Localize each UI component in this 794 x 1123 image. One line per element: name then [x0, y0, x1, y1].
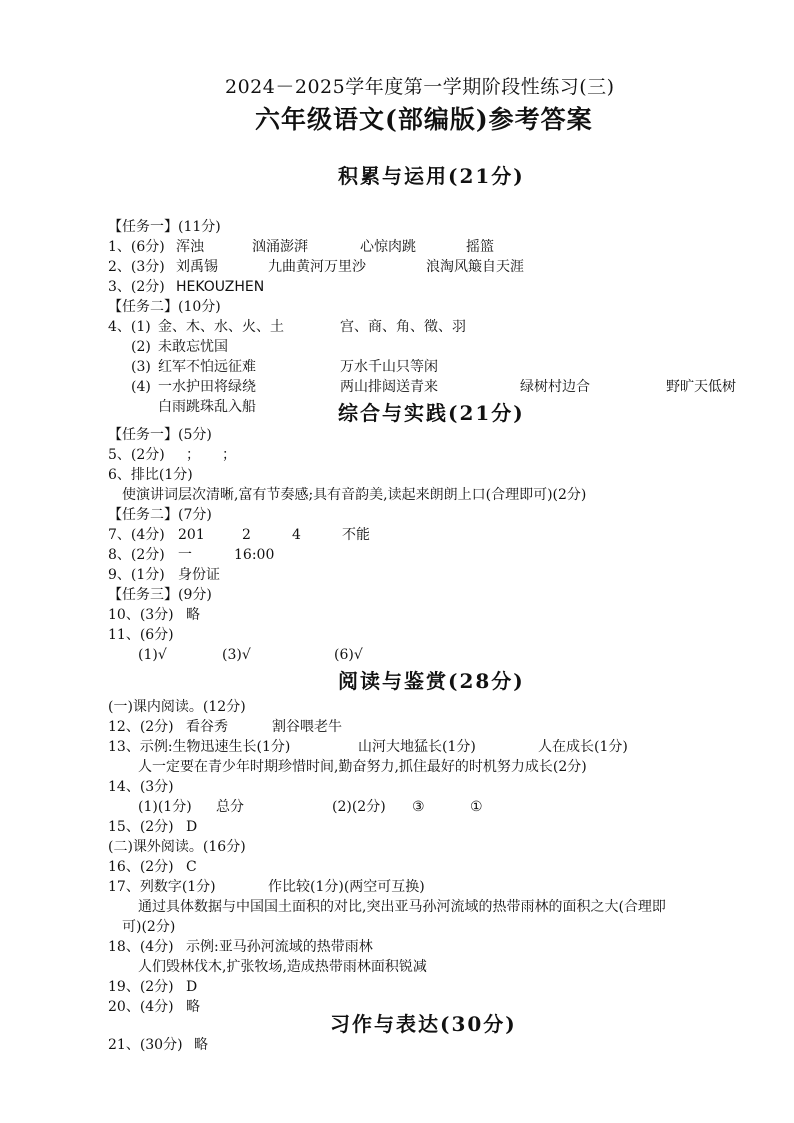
answer-number: 10、(3分) — [108, 607, 174, 623]
section-heading-accumulation: 积累与运用(21分) — [338, 164, 525, 188]
answer-text: 身份证 — [178, 567, 220, 583]
answer-text: 略 — [186, 607, 200, 623]
answer-number: 20、(4分) — [108, 999, 174, 1015]
answer-text: ③ — [412, 799, 425, 815]
answer-text: ； — [186, 447, 200, 463]
answer-text: 略 — [194, 1037, 208, 1053]
subsection-heading: (一)课内阅读。(12分) — [108, 699, 246, 715]
answer-text: 一 — [178, 547, 192, 563]
answer-text: 两山排闼送青来 — [340, 379, 438, 395]
answer-text: HEKOUZHEN — [176, 279, 265, 295]
subsection-heading: (二)课外阅读。(16分) — [108, 839, 246, 855]
answer-number: 4、(1) — [108, 319, 151, 335]
task-heading: 【任务一】(5分) — [108, 427, 212, 443]
answer-number: 18、(4分) — [108, 939, 174, 955]
answer-text: 4 — [292, 527, 301, 543]
answer-text: 示例:亚马孙河流域的热带雨林 — [186, 939, 373, 955]
answer-text: 宫、商、角、徵、羽 — [340, 319, 466, 335]
answer-text: 通过具体数据与中国国土面积的对比,突出亚马孙河流域的热带雨林的面积之大(合理即 — [138, 899, 666, 915]
answer-text: 16:00 — [234, 547, 275, 563]
answer-text: ； — [222, 447, 236, 463]
page-title: 六年级语文(部编版)参考答案 — [255, 105, 593, 134]
answer-number: 12、(2分) — [108, 719, 174, 735]
task-heading: 【任务二】(7分) — [108, 507, 212, 523]
answer-number: (2) — [131, 339, 151, 355]
answer-text: 浑浊 — [176, 239, 204, 255]
answer-text: 看谷秀 — [186, 719, 228, 735]
task-heading: 【任务三】(9分) — [108, 587, 212, 603]
answer-text: (1)(1分) — [138, 799, 192, 815]
answer-number: 7、(4分) — [108, 527, 165, 543]
answer-text: 浪淘风簸自天涯 — [426, 259, 524, 275]
answer-text: 人们毁林伐木,扩张牧场,造成热带雨林面积锐减 — [138, 959, 427, 975]
answer-text: 白雨跳珠乱入船 — [158, 399, 256, 415]
answer-number: (3) — [131, 359, 151, 375]
answer-number: 21、(30分) — [108, 1037, 183, 1053]
answer-text: 作比较(1分)(两空可互换) — [268, 879, 425, 895]
answer-text: 2 — [242, 527, 251, 543]
answer-number: 17、列数字(1分) — [108, 879, 216, 895]
answer-number: 3、(2分) — [108, 279, 165, 295]
answer-text: 红军不怕远征难 — [158, 359, 256, 375]
answer-text: 汹涌澎湃 — [252, 239, 308, 255]
section-heading-reading: 阅读与鉴赏(28分) — [338, 669, 525, 693]
answer-text: 万水千山只等闲 — [340, 359, 438, 375]
answer-text: 使演讲词层次清晰,富有节奏感;具有音韵美,读起来朗朗上口(合理即可)(2分) — [122, 487, 587, 503]
task-heading: 【任务一】(11分) — [108, 219, 221, 235]
answer-text: 山河大地猛长(1分) — [358, 739, 476, 755]
answer-number: 19、(2分) — [108, 979, 174, 995]
answer-text: 摇篮 — [466, 239, 494, 255]
answer-text: 人一定要在青少年时期珍惜时间,勤奋努力,抓住最好的时机努力成长(2分) — [138, 759, 587, 775]
answer-text: D — [186, 979, 198, 995]
answer-number: 11、(6分) — [108, 627, 174, 643]
section-heading-practice: 综合与实践(21分) — [338, 401, 525, 425]
answer-text: 总分 — [216, 799, 244, 815]
answer-text: 九曲黄河万里沙 — [268, 259, 366, 275]
answer-text: C — [186, 859, 197, 875]
answer-number: 6、排比(1分) — [108, 467, 193, 483]
answer-text: 刘禹锡 — [176, 259, 218, 275]
answer-number: 15、(2分) — [108, 819, 174, 835]
answer-text: 一水护田将绿绕 — [158, 379, 256, 395]
answer-text: 略 — [186, 999, 200, 1015]
answer-text: 割谷喂老牛 — [272, 719, 342, 735]
task-heading: 【任务二】(10分) — [108, 299, 221, 315]
answer-text: 201 — [178, 527, 205, 543]
answer-text: (2)(2分) — [332, 799, 386, 815]
answer-text: 绿树村边合 — [520, 379, 590, 395]
answer-number: 2、(3分) — [108, 259, 165, 275]
answer-text: (3)√ — [222, 647, 251, 663]
answer-text: 人在成长(1分) — [538, 739, 628, 755]
answer-number: 8、(2分) — [108, 547, 165, 563]
answer-text: D — [186, 819, 198, 835]
answer-text: 未敢忘忧国 — [158, 339, 228, 355]
answer-text: (1)√ — [138, 647, 167, 663]
answer-text: 心惊肉跳 — [360, 239, 416, 255]
answer-text: 野旷天低树 — [666, 379, 736, 395]
answer-text: (6)√ — [334, 647, 363, 663]
answer-number: (4) — [131, 379, 151, 395]
answer-text: 金、木、水、火、土 — [158, 319, 284, 335]
answer-text: 可)(2分) — [122, 919, 176, 935]
answer-text: ① — [470, 799, 483, 815]
answer-number: 13、示例:生物迅速生长(1分) — [108, 739, 291, 755]
answer-number: 5、(2分) — [108, 447, 165, 463]
answer-number: 14、(3分) — [108, 779, 174, 795]
answer-number: 16、(2分) — [108, 859, 174, 875]
answer-text: 不能 — [342, 527, 370, 543]
section-heading-writing: 习作与表达(30分) — [330, 1012, 517, 1036]
answer-number: 9、(1分) — [108, 567, 165, 583]
header-line-1: 2024－2025学年度第一学期阶段性练习(三) — [225, 76, 615, 98]
answer-number: 1、(6分) — [108, 239, 165, 255]
